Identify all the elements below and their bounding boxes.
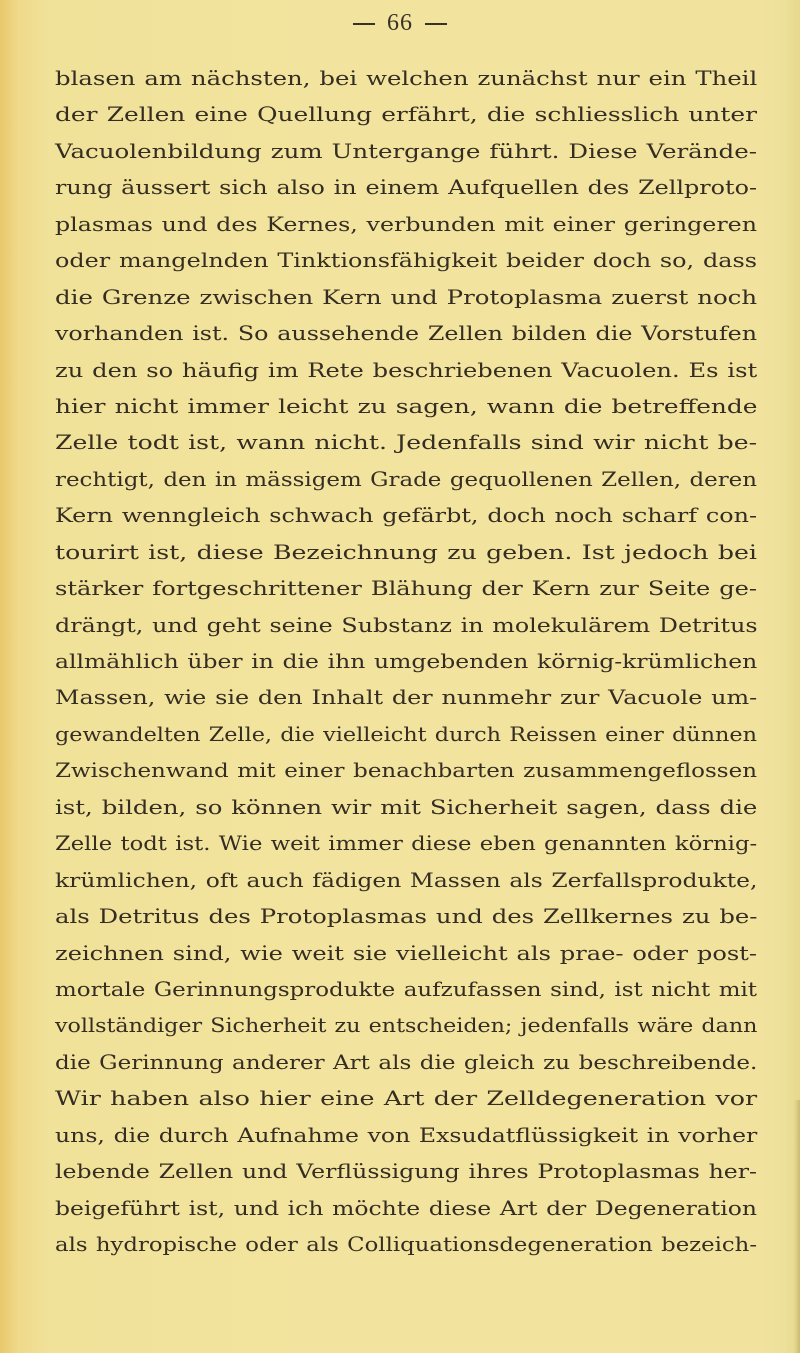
text-line: als Detritus des Protoplasmas und des Zellkernes zu be- (55, 904, 758, 929)
text-line: gewandelten Zelle, die vielleicht durch Reissen einer dünnen (55, 721, 757, 746)
text-line: Vacuolenbildung zum Untergange führt. Diese Verände- (55, 138, 758, 163)
page-edge-shadow (794, 1100, 800, 1353)
page-number: 66 (387, 10, 413, 36)
text-line: beigeführt ist, und ich möchte diese Art der Degeneration (55, 1195, 757, 1220)
text-line: zu den so häufig im Rete beschriebenen Vacuolen. Es ist (55, 357, 758, 382)
text-line: drängt, und geht seine Substanz in molekulärem Detritus (55, 612, 758, 637)
header-dash-right (425, 23, 447, 25)
text-line: rechtigt, den in mässigem Grade gequollenen Zellen, deren (55, 466, 758, 491)
text-line: rung äussert sich also in einem Aufquellen des Zellproto- (55, 175, 757, 200)
text-line: lebende Zellen und Verflüssigung ihres Protoplasmas her- (55, 1159, 757, 1184)
text-line: Zelle todt ist, wann nicht. Jedenfalls sind wir nicht be- (55, 430, 758, 455)
text-line: mortale Gerinnungsprodukte aufzufassen sind, ist nicht mit (55, 976, 757, 1001)
body-text (55, 60, 757, 1262)
text-line: die Grenze zwischen Kern und Protoplasma zuerst noch (55, 284, 758, 309)
text-line: tourirt ist, diese Bezeichnung zu geben. Ist jedoch bei (55, 539, 757, 564)
text-line: uns, die durch Aufnahme von Exsudatflüssigkeit in vorher (55, 1122, 758, 1147)
text-line: die Gerinnung anderer Art als die gleich zu beschreibende. (55, 1049, 758, 1074)
text-line: oder mangelnden Tinktionsfähigkeit beider doch so, dass (55, 248, 757, 273)
text-line: krümlichen, oft auch fädigen Massen als Zerfallsprodukte, (55, 867, 758, 892)
header-dash-left (353, 23, 375, 25)
text-line: Wir haben also hier eine Art der Zelldegeneration vor (55, 1086, 758, 1111)
page-number-header (0, 10, 800, 37)
text-line: hier nicht immer leicht zu sagen, wann die betreffende (55, 393, 758, 418)
text-line: vorhanden ist. So aussehende Zellen bilden die Vorstufen (55, 321, 757, 346)
text-line: Zelle todt ist. Wie weit immer diese eben genannten körnig- (55, 831, 758, 856)
text-line: allmählich über in die ihn umgebenden körnig-krümlichen (55, 649, 758, 673)
text-line: zeichnen sind, wie weit sie vielleicht als prae- oder post- (55, 940, 757, 965)
text-line: Massen, wie sie den Inhalt der nunmehr zur Vacuole um- (55, 685, 758, 710)
text-line: stärker fortgeschrittener Blähung der Kern zur Seite ge- (55, 576, 757, 601)
text-line: Zwischenwand mit einer benachbarten zusammengeflossen (55, 758, 757, 783)
text-line: ist, bilden, so können wir mit Sicherheit sagen, dass die (55, 794, 758, 819)
text-line: als hydropische oder als Colliquationsdegeneration bezeich- (55, 1232, 758, 1256)
text-line: plasmas und des Kernes, verbunden mit einer geringeren (55, 211, 757, 236)
text-line: vollständiger Sicherheit zu entscheiden; jedenfalls wäre dann (55, 1013, 758, 1038)
text-line: Kern wenngleich schwach gefärbt, doch noch scharf con- (55, 503, 757, 528)
text-line: blasen am nächsten, bei welchen zunächst nur ein Theil (55, 66, 758, 90)
text-line: der Zellen eine Quellung erfährt, die schliesslich unter (55, 102, 757, 127)
